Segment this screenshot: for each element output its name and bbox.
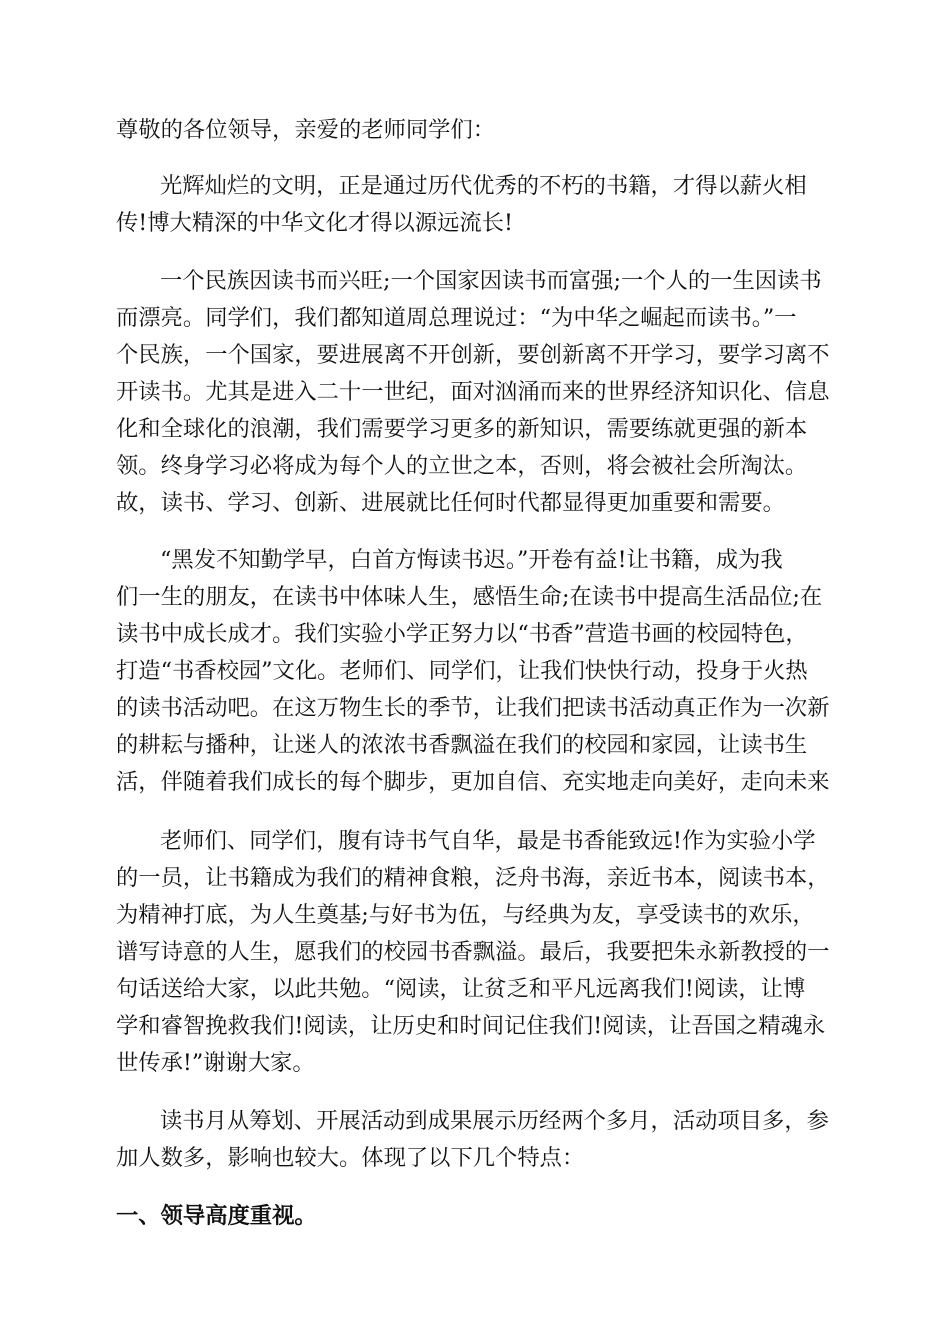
paragraph-3-line-2: 们一生的朋友，在读书中体味人生，感悟生命;在读书中提高生活品位;在 [116, 584, 823, 610]
paragraph-4-line-5: 句话送给大家，以此共勉。“阅读，让贫乏和平凡远离我们!阅读，让博 [116, 976, 806, 1002]
paragraph-4-line-4: 谱写诗意的人生，愿我们的校园书香飘溢。最后，我要把朱永新教授的一 [116, 939, 830, 965]
paragraph-2-line-1: 一个民族因读书而兴旺;一个国家因读书而富强;一个人的一生因读书 [160, 268, 822, 294]
paragraph-2-line-4: 开读书。尤其是进入二十一世纪，面对汹涌而来的世界经济知识化、信息 [116, 379, 830, 405]
paragraph-1-line-2: 传!博大精深的中华文化才得以源远流长! [116, 210, 513, 236]
salutation: 尊敬的各位领导，亲爱的老师同学们： [116, 117, 496, 143]
paragraph-2-line-5: 化和全球化的浪潮，我们需要学习更多的新知识，需要练就更强的新本 [116, 416, 808, 442]
paragraph-2-line-2: 而漂亮。同学们，我们都知道周总理说过：“为中华之崛起而读书。”一 [116, 305, 797, 331]
paragraph-2-line-7: 故，读书、学习、创新、进展就比任何时代都显得更加重要和需要。 [116, 490, 785, 516]
paragraph-5-line-1: 读书月从筹划、开展活动到成果展示历经两个多月，活动项目多，参 [160, 1108, 829, 1134]
paragraph-4-line-6: 学和睿智挽救我们!阅读，让历史和时间记住我们!阅读，让吾国之精魂永 [116, 1013, 826, 1039]
paragraph-4-line-7: 世传承!”谢谢大家。 [116, 1050, 315, 1076]
paragraph-3-line-3: 读书中成长成才。我们实验小学正努力以“书香”营造书画的校园特色， [116, 621, 808, 647]
paragraph-5-line-2: 加人数多，影响也较大。体现了以下几个特点： [116, 1145, 585, 1171]
paragraph-2-line-3: 个民族，一个国家，要进展离不开创新，要创新离不开学习，要学习离不 [116, 342, 830, 368]
paragraph-3-line-5: 的读书活动吧。在这万物生长的季节，让我们把读书活动真正作为一次新 [116, 695, 830, 721]
paragraph-3-line-1: “黑发不知勤学早，白首方悔读书迟。”开卷有益!让书籍，成为我 [160, 547, 783, 573]
paragraph-3-line-6: 的耕耘与播种，让迷人的浓浓书香飘溢在我们的校园和家园，让读书生 [116, 732, 808, 758]
paragraph-3-line-7: 活，伴随着我们成长的每个脚步，更加自信、充实地走向美好，走向未来 [116, 769, 830, 795]
paragraph-3-line-4: 打造“书香校园”文化。老师们、同学们，让我们快快行动，投身于火热 [116, 658, 808, 684]
section-heading: 一、领导高度重视。 [116, 1203, 317, 1229]
paragraph-1-line-1: 光辉灿烂的文明，正是通过历代优秀的不朽的书籍，才得以薪火相 [160, 173, 807, 199]
paragraph-4-line-1: 老师们、同学们，腹有诗书气自华，最是书香能致远!作为实验小学 [160, 828, 816, 854]
paragraph-4-line-3: 为精神打底，为人生奠基;与好书为伍，与经典为友，享受读书的欢乐， [116, 902, 815, 928]
paragraph-2-line-6: 领。终身学习必将成为每个人的立世之本，否则，将会被社会所淘汰。 [116, 453, 808, 479]
paragraph-4-line-2: 的一员，让书籍成为我们的精神食粮，泛舟书海，亲近书本，阅读书本， [116, 865, 830, 891]
